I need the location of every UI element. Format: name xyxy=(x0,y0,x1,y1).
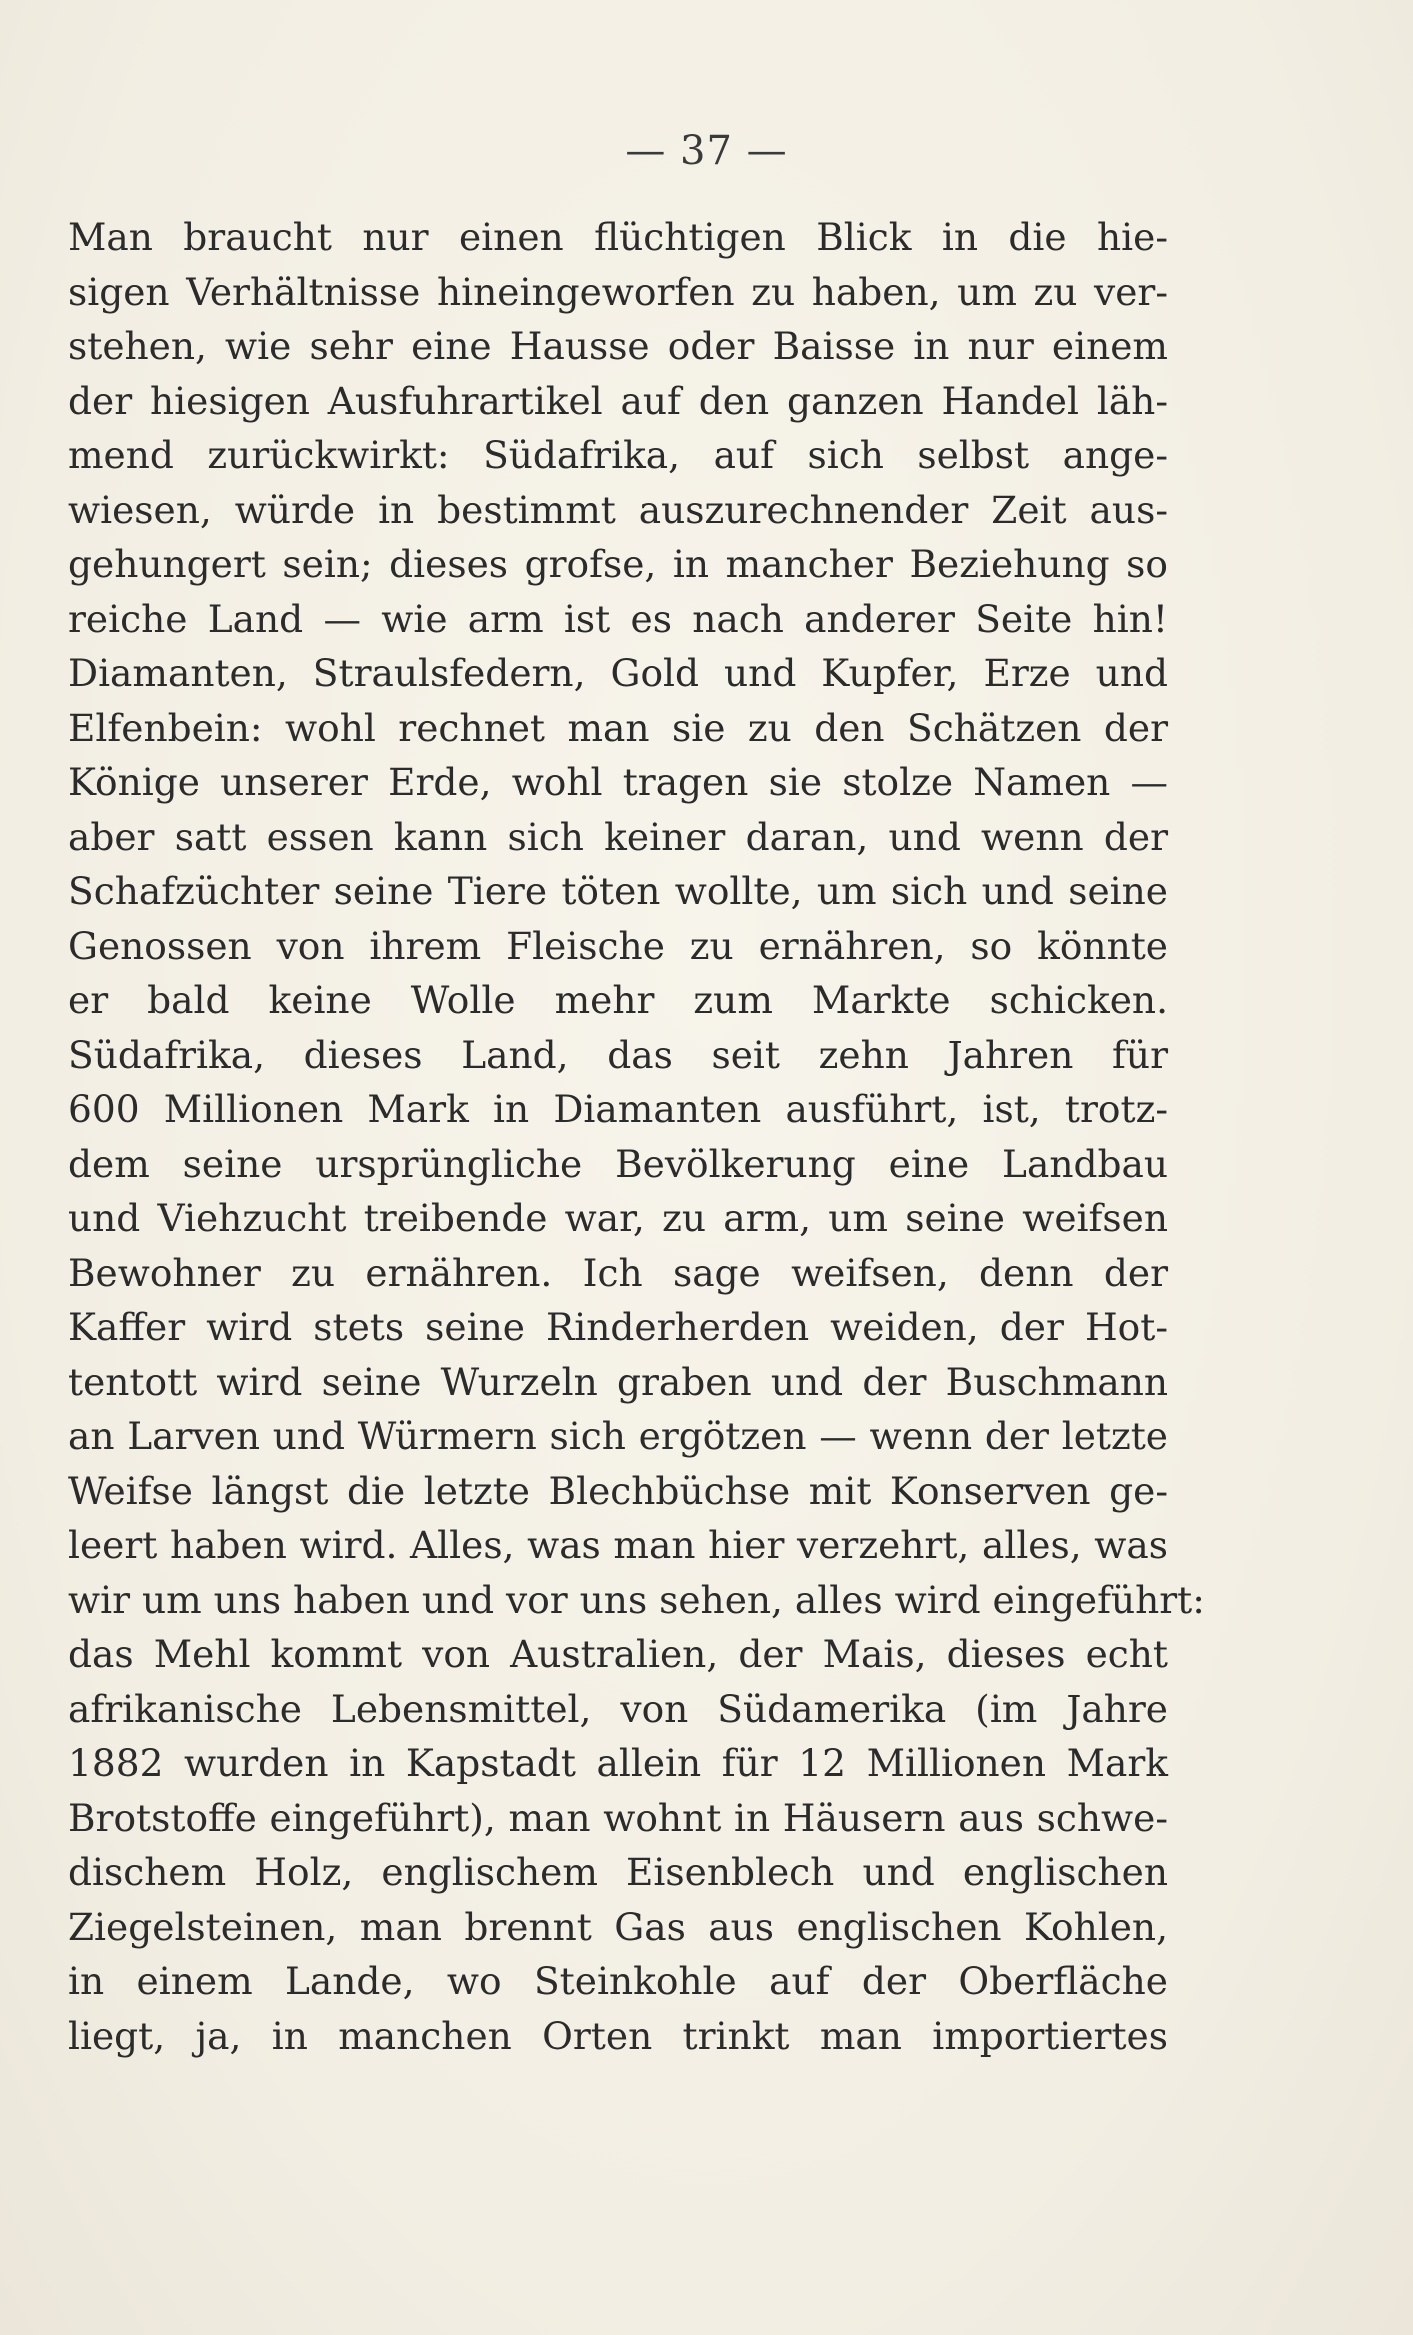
text-line: gehungert sein; dieses grofse, in mancher Beziehung so xyxy=(68,542,1168,586)
text-line: Weifse längst die letzte Blechbüchse mit Konserven ge- xyxy=(68,1468,1168,1513)
text-line: Elfenbein: wohl rechnet man sie zu den Schätzen der xyxy=(68,705,1168,750)
text-line: wiesen, würde in bestimmt auszurechnender Zeit aus- xyxy=(68,487,1168,532)
text-line: Könige unserer Erde, wohl tragen sie stolze Namen — xyxy=(68,760,1168,804)
text-line: afrikanische Lebensmittel, von Südamerika (im Jahre xyxy=(68,1686,1168,1731)
text-line: Südafrika, dieses Land, das seit zehn Jahren für xyxy=(68,1032,1168,1077)
text-line: der hiesigen Ausfuhrartikel auf den ganzen Handel läh- xyxy=(68,378,1168,423)
text-line: Kaffer wird stets seine Rinderherden weiden, der Hot- xyxy=(68,1305,1168,1349)
text-line: stehen, wie sehr eine Hausse oder Baisse in nur einem xyxy=(68,324,1168,368)
text-line: liegt, ja, in manchen Orten trinkt man importiertes xyxy=(68,2013,1168,2058)
text-line: Genossen von ihrem Fleische zu ernähren, so könnte xyxy=(68,923,1168,968)
text-line: Brotstoffe eingeführt), man wohnt in Häusern aus schwe- xyxy=(68,1795,1168,1840)
text-line: aber satt essen kann sich keiner daran, und wenn der xyxy=(68,814,1168,859)
text-line: an Larven und Würmern sich ergötzen — wenn der letzte xyxy=(68,1414,1168,1458)
text-line: dischem Holz, englischem Eisenblech und englischen xyxy=(68,1850,1168,1894)
text-line: er bald keine Wolle mehr zum Markte schicken. xyxy=(68,978,1168,1022)
text-line: mend zurückwirkt: Südafrika, auf sich selbst ange- xyxy=(68,433,1168,477)
text-line: reiche Land — wie arm ist es nach anderer Seite hin! xyxy=(68,596,1168,641)
text-line: sigen Verhältnisse hineingeworfen zu haben, um zu ver- xyxy=(68,269,1168,314)
text-line: das Mehl kommt von Australien, der Mais, dieses echt xyxy=(68,1632,1168,1676)
text-line: dem seine ursprüngliche Bevölkerung eine Landbau xyxy=(68,1141,1168,1186)
text-line: in einem Lande, wo Steinkohle auf der Oberfläche xyxy=(68,1959,1168,2003)
text-line: Diamanten, Straulsfedern, Gold und Kupfer, Erze und xyxy=(68,651,1168,695)
text-line: wir um uns haben und vor uns sehen, alles wird eingeführt: xyxy=(68,1577,1205,1622)
text-line: und Viehzucht treibende war, zu arm, um seine weifsen xyxy=(68,1196,1168,1240)
text-line: Bewohner zu ernähren. Ich sage weifsen, denn der xyxy=(68,1250,1168,1295)
text-line: Man braucht nur einen flüchtigen Blick in die hie- xyxy=(68,215,1168,259)
text-line: 600 Millionen Mark in Diamanten ausführt, ist, trotz- xyxy=(68,1087,1168,1131)
text-line: Ziegelsteinen, man brennt Gas aus englischen Kohlen, xyxy=(68,1904,1168,1949)
text-line: Schafzüchter seine Tiere töten wollte, um sich und seine xyxy=(68,869,1168,913)
page-number: — 37 — xyxy=(625,128,788,174)
text-line: leert haben wird. Alles, was man hier verzehrt, alles, was xyxy=(68,1523,1168,1567)
text-line: tentott wird seine Wurzeln graben und der Buschmann xyxy=(68,1359,1168,1404)
text-line: 1882 wurden in Kapstadt allein für 12 Millionen Mark xyxy=(68,1741,1168,1785)
body-paragraph xyxy=(68,210,1205,2063)
